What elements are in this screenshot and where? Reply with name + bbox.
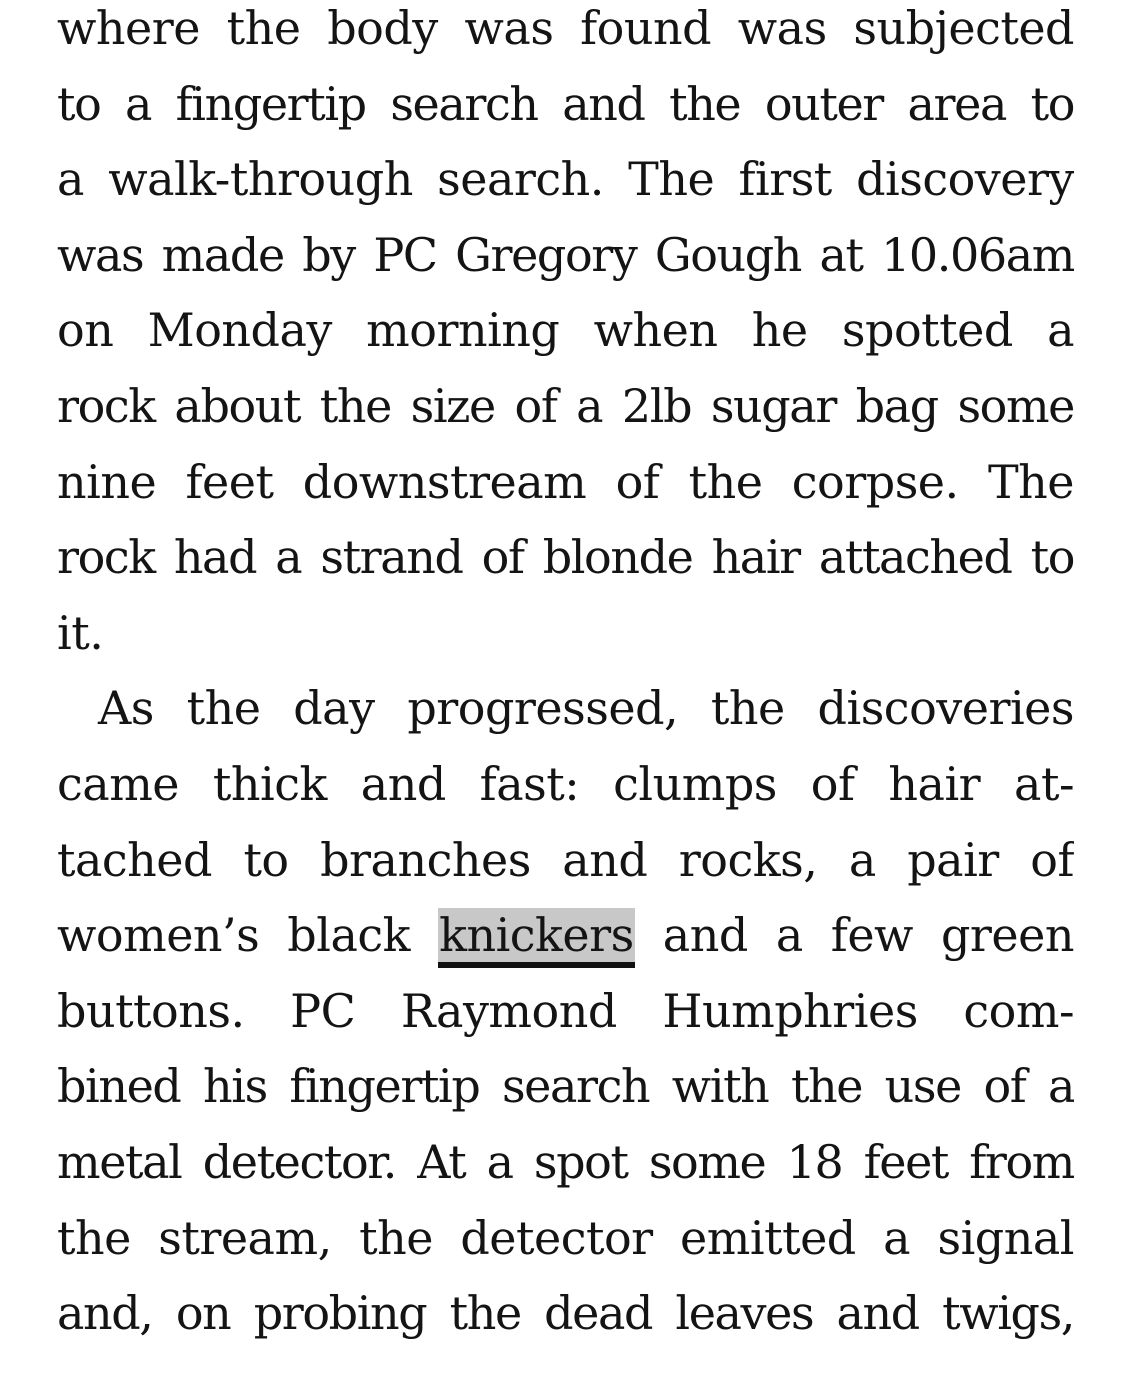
text-line: rock had a strand of blonde hair attached to bbox=[57, 530, 1074, 585]
text-line: tached to branches and rocks, a pair of bbox=[57, 832, 1074, 887]
book-text bbox=[57, 0, 1074, 1352]
text-line: to a fingertip search and the outer area to bbox=[57, 76, 1074, 131]
text-line: rock about the size of a 2lb sugar bag some bbox=[57, 378, 1074, 433]
text-line: bined his fingertip search with the use of a bbox=[57, 1059, 1074, 1114]
reader-page bbox=[57, 0, 1074, 1400]
highlighted-word[interactable]: knickers bbox=[438, 908, 635, 968]
text-line: came thick and fast: clumps of hair at- bbox=[57, 756, 1074, 811]
text-line: was made by PC Gregory Gough at 10.06am bbox=[57, 227, 1074, 282]
text-line: the stream, the detector emitted a signal bbox=[57, 1210, 1074, 1265]
text-line: and, on probing the dead leaves and twigs, bbox=[57, 1286, 1074, 1341]
text-line: it. bbox=[57, 605, 104, 660]
text-line: nine feet downstream of the corpse. The bbox=[57, 454, 1074, 509]
highlighted-text-line bbox=[57, 898, 1074, 974]
paragraph-2 bbox=[57, 671, 1074, 1351]
text-line: where the body was found was subjected bbox=[57, 1, 1074, 55]
text-line: on Monday morning when he spotted a bbox=[57, 303, 1074, 358]
text-segment: women’s black bbox=[57, 908, 439, 963]
text-line: metal detector. At a spot some 18 feet from bbox=[57, 1134, 1074, 1189]
text-line: As the day progressed, the discoveries bbox=[98, 681, 1074, 736]
paragraph-1 bbox=[57, 0, 1074, 671]
text-segment: and a few green bbox=[634, 908, 1074, 963]
text-line: a walk-through search. The first discovery bbox=[57, 152, 1074, 207]
text-line: buttons. PC Raymond Humphries com- bbox=[57, 983, 1074, 1038]
